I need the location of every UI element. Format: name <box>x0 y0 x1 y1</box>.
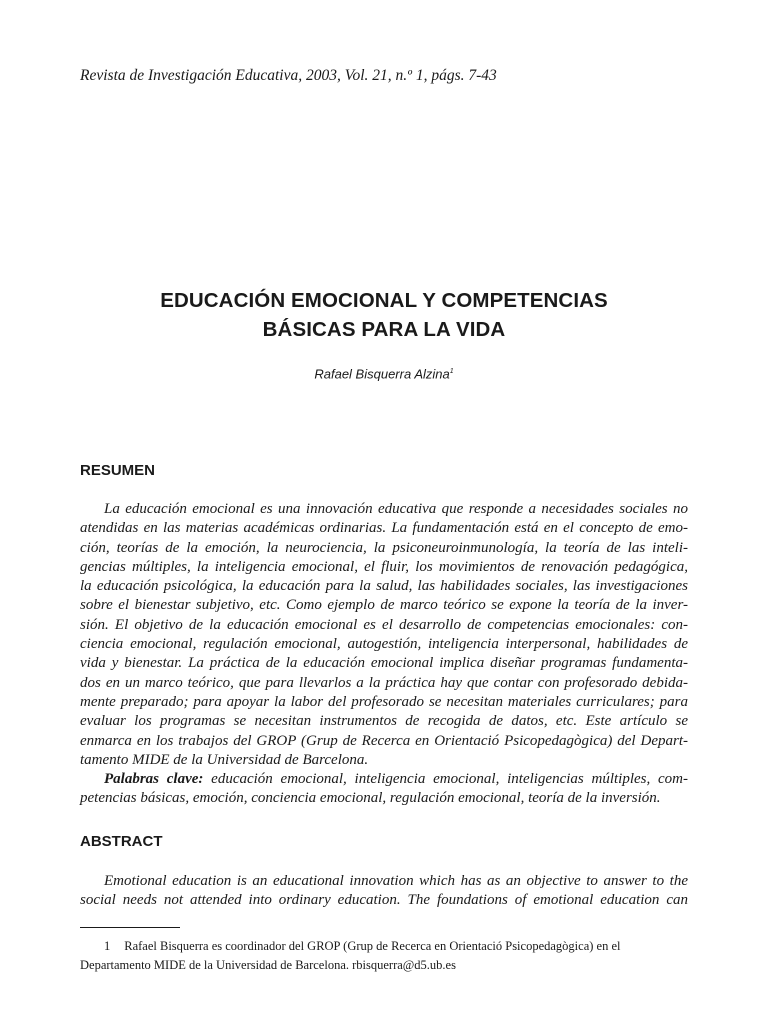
resumen-paragraph <box>80 500 688 809</box>
article-title-line-1: EDUCACIÓN EMOCIONAL Y COMPETENCIAS <box>160 289 608 312</box>
author-line <box>80 363 688 383</box>
article-title <box>80 286 688 344</box>
keywords-text: educación emocional, inteligencia emocional, inteligencias múltiples, com- <box>203 771 688 788</box>
author-name: Rafael Bisquerra Alzina <box>314 366 450 382</box>
resumen-line: tamento MIDE de la Universidad de Barcelona. <box>80 751 369 768</box>
resumen-line: ciencia emocional, regulación emocional, autogestión, inteligencia interpersonal, habilidades de <box>80 636 688 653</box>
resumen-heading: RESUMEN <box>80 462 156 479</box>
author-footnote-ref: 1 <box>449 368 454 375</box>
resumen-line: La educación emocional es una innovación educativa que responde a necesidades sociales no <box>104 501 688 517</box>
resumen-line: la educación psicológica, la educación para la salud, las habilidades sociales, las investigaciones <box>80 578 688 595</box>
abstract-paragraph <box>80 872 688 911</box>
resumen-line: sión. El objetivo de la educación emocional es el desarrollo de competencias emocionales: con- <box>80 616 688 633</box>
resumen-line: enmarca en los trabajos del GROP (Grup de Recerca en Orientació Psicopedagògica) del Depart- <box>80 732 688 749</box>
resumen-line: atendidas en las materias académicas ordinarias. La fundamentación está en el concepto de emo- <box>80 520 688 537</box>
article-title-line-2: BÁSICAS PARA LA VIDA <box>262 318 506 341</box>
resumen-line: evaluar los programas se necesitan instrumentos de recogida de datos, etc. Este artículo se <box>80 713 688 730</box>
resumen-line: gencias múltiples, la inteligencia emocional, el fluir, los movimientos de renovación pedagógica, <box>80 558 688 575</box>
footnote-text-2: Departamento MIDE de la Universidad de Barcelona. rbisquerra@d5.ub.es <box>80 958 456 972</box>
resumen-line: mente preparado; para apoyar la labor del profesorado se necesitan materiales curriculares; para <box>80 693 688 710</box>
footnote-mark: 1 <box>104 939 111 953</box>
abstract-heading: ABSTRACT <box>80 833 163 850</box>
keywords-line: petencias básicas, emoción, conciencia emocional, regulación emocional, teoría de la inversión. <box>80 790 661 807</box>
resumen-line: ción, teorías de la emoción, la neurociencia, la psiconeuroinmunología, la teoría de las inteli- <box>80 539 688 556</box>
abstract-line: Emotional education is an educational innovation which has as an objective to answer to the <box>104 873 688 889</box>
resumen-line: vida y bienestar. La práctica de la educación emocional implica diseñar programas fundamenta- <box>80 655 688 672</box>
footnote <box>80 937 688 975</box>
keywords-label: Palabras clave: <box>104 771 204 788</box>
footnote-line-1 <box>80 937 688 956</box>
abstract-line: social needs not attended into ordinary education. The foundations of emotional education can <box>80 892 688 909</box>
footnote-separator <box>80 927 180 928</box>
journal-citation: Revista de Investigación Educativa, 2003, Vol. 21, n.º 1, págs. 7-43 <box>80 67 497 84</box>
resumen-line: dos en un marco teórico, que para llevarlos a la práctica hay que contar con profesorado debida- <box>80 674 688 691</box>
resumen-line: sobre el bienestar subjetivo, etc. Como ejemplo de marco teórico se expone la teoría de la inver- <box>80 597 688 614</box>
keywords-line <box>80 770 688 789</box>
footnote-text-1: Rafael Bisquerra es coordinador del GROP (Grup de Recerca en Orientació Psicopedagògica) en el <box>124 939 621 953</box>
